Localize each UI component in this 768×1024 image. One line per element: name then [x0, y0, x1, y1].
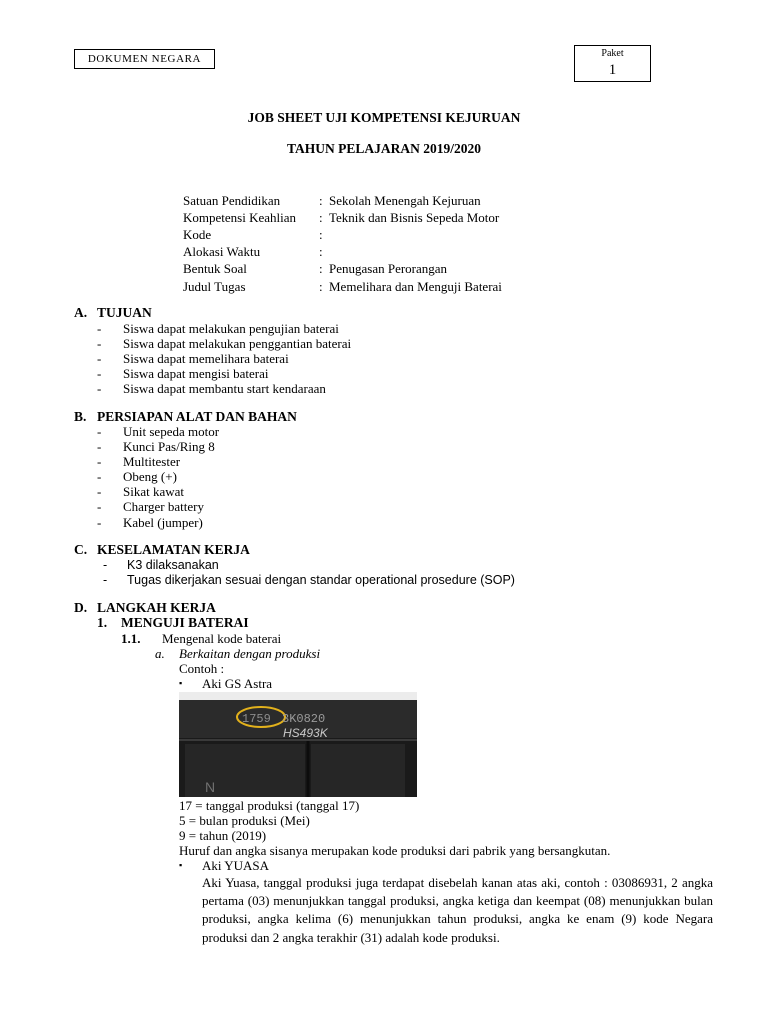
section-title: TUJUAN	[97, 305, 152, 320]
photo-code-3: HS493K	[283, 726, 328, 740]
dash-bullet: -	[97, 499, 102, 514]
dash-bullet: -	[97, 484, 102, 499]
section-title: LANGKAH KERJA	[97, 600, 216, 615]
list-item-text: Multitester	[123, 454, 181, 469]
dash-bullet: -	[97, 351, 102, 366]
meta-key: Bentuk Soal	[183, 261, 247, 276]
list-item-text: Kunci Pas/Ring 8	[123, 439, 215, 454]
paket-label: Paket	[601, 48, 624, 59]
section-letter: B.	[74, 409, 87, 424]
meta-sep: :	[319, 261, 323, 276]
page-title: JOB SHEET UJI KOMPETENSI KEJURUAN	[247, 110, 521, 125]
bullet-item-text: Aki YUASA	[202, 858, 270, 873]
section-title: KESELAMATAN KERJA	[97, 542, 250, 557]
square-bullet: ▪	[179, 860, 183, 870]
paket-box	[574, 45, 651, 82]
list-item-text: Charger battery	[123, 499, 204, 514]
list-item-text: Unit sepeda motor	[123, 424, 220, 439]
meta-key: Alokasi Waktu	[183, 244, 261, 259]
code-line: 17 = tanggal produksi (tanggal 17)	[179, 798, 360, 813]
list-item-text: Obeng (+)	[123, 469, 177, 484]
battery-photo	[179, 692, 417, 797]
list-item-text: Siswa dapat melakukan penggantian baterai	[123, 336, 352, 351]
battery-photo-graphic	[179, 692, 417, 797]
meta-value: Memelihara dan Menguji Baterai	[329, 279, 502, 294]
dash-bullet: -	[103, 573, 108, 587]
section-title: PERSIAPAN ALAT DAN BAHAN	[97, 409, 297, 424]
meta-sep: :	[319, 193, 323, 208]
photo-code-4: N	[205, 779, 216, 795]
dash-bullet: -	[97, 381, 102, 396]
square-bullet: ▪	[179, 678, 183, 688]
meta-key: Satuan Pendidikan	[183, 193, 281, 208]
meta-sep: :	[319, 227, 323, 242]
yuasa-description: Aki Yuasa, tanggal produksi juga terdapat disebelah kanan atas aki, contoh : 03086931, 2 angka pertama (03) menunjukkan tanggal produksi, angka ketiga dan keempat (08) menunjukkan bulan produksi, angka kelima (6) menunjukkan tahun produksi, angka ke enam (9) kode Negara produksi dan 2 angka terakhir (31) adalah kode produksi.	[202, 875, 713, 945]
dash-bullet: -	[97, 469, 102, 484]
dash-bullet: -	[97, 515, 102, 530]
meta-value: Penugasan Perorangan	[329, 261, 448, 276]
bullet-item-text: Aki GS Astra	[202, 676, 273, 691]
list-item-text: Siswa dapat membantu start kendaraan	[123, 381, 326, 396]
section-letter: A.	[74, 305, 88, 320]
dash-bullet: -	[97, 454, 102, 469]
subsection-title: MENGUJI BATERAI	[121, 615, 249, 630]
list-item-text: Siswa dapat memelihara baterai	[123, 351, 289, 366]
section-letter: C.	[74, 542, 88, 557]
meta-key: Kompetensi Keahlian	[183, 210, 296, 225]
meta-sep: :	[319, 244, 323, 259]
meta-sep: :	[319, 279, 323, 294]
dash-bullet: -	[97, 366, 102, 381]
meta-sep: :	[319, 210, 323, 225]
list-item-text: Siswa dapat mengisi baterai	[123, 366, 269, 381]
list-item-text: Tugas dikerjakan sesuai dengan standar operational prosedure (SOP)	[127, 573, 515, 587]
dash-bullet: -	[97, 439, 102, 454]
page-subtitle: TAHUN PELAJARAN 2019/2020	[286, 141, 481, 156]
dash-bullet: -	[97, 424, 102, 439]
meta-key: Kode	[183, 227, 212, 242]
paket-number: 1	[608, 62, 617, 78]
list-item-text: Siswa dapat melakukan pengujian baterai	[123, 321, 339, 336]
example-label: Contoh :	[179, 661, 225, 676]
meta-value: Sekolah Menengah Kejuruan	[329, 193, 481, 208]
photo-code-2: 3K0820	[282, 712, 326, 726]
photo-code-1: 1759	[242, 712, 271, 726]
point-title: Berkaitan dengan produksi	[179, 646, 321, 661]
subsection-number: 1.	[97, 615, 108, 630]
list-item-text: K3 dilaksanakan	[127, 558, 219, 572]
meta-value: Teknik dan Bisnis Sepeda Motor	[329, 210, 500, 225]
dash-bullet: -	[97, 321, 102, 336]
dash-bullet: -	[97, 336, 102, 351]
list-item-text: Sikat kawat	[123, 484, 185, 499]
code-line: 9 = tahun (2019)	[179, 828, 267, 843]
point-letter: a.	[155, 646, 165, 661]
list-item-text: Kabel (jumper)	[123, 515, 203, 530]
dash-bullet: -	[103, 558, 108, 572]
document-label: DOKUMEN NEGARA	[74, 49, 215, 69]
section-letter: D.	[74, 600, 88, 615]
subsubsection-number: 1.1.	[121, 631, 141, 646]
subsubsection-title: Mengenal kode baterai	[162, 631, 282, 646]
code-line: Huruf dan angka sisanya merupakan kode produksi dari pabrik yang bersangkutan.	[179, 843, 611, 858]
meta-key: Judul Tugas	[183, 279, 246, 294]
code-line: 5 = bulan produksi (Mei)	[179, 813, 310, 828]
